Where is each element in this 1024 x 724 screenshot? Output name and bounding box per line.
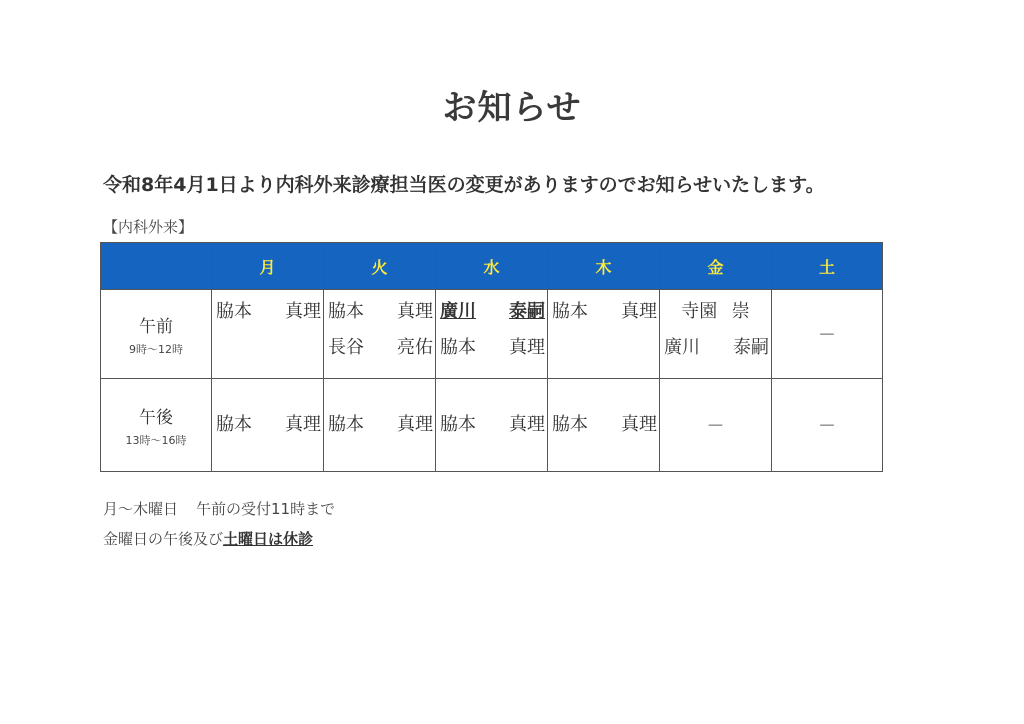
afternoon-hours: 13時～16時	[125, 433, 187, 447]
am-mon-cell	[212, 290, 324, 379]
pm-tue-cell	[324, 379, 436, 472]
doctor-name: 脇本 真理	[328, 301, 433, 322]
morning-hours: 9時～12時	[129, 342, 183, 356]
afternoon-label-cell	[101, 379, 212, 472]
pm-sat-cell: －	[772, 379, 883, 472]
afternoon-label: 午後	[139, 407, 173, 428]
header-thu: 木	[548, 243, 660, 290]
note-reception-time: 午前の受付11時まで	[196, 500, 336, 518]
doctor-name: 脇本 真理	[328, 414, 433, 435]
schedule-table	[100, 242, 883, 472]
pm-thu-cell	[548, 379, 660, 472]
afternoon-row	[101, 379, 883, 472]
closed-note	[103, 528, 313, 549]
header-corner	[101, 243, 212, 290]
am-tue-cell	[324, 290, 436, 379]
note-closed-emphasis: 土曜日は休診	[223, 530, 314, 548]
pm-mon-cell	[212, 379, 324, 472]
header-sat: 土	[772, 243, 883, 290]
section-label: 【内科外来】	[103, 218, 194, 236]
new-doctor-name: 廣川 泰嗣	[440, 301, 545, 322]
announcement-text: 令和8年4月1日より内科外来診療担当医の変更がありますのでお知らせいたします。	[103, 174, 825, 196]
header-fri: 金	[660, 243, 772, 290]
morning-row	[101, 290, 883, 379]
morning-label: 午前	[139, 316, 173, 337]
am-fri-cell	[660, 290, 772, 379]
doctor-name: 脇本 真理	[216, 414, 321, 435]
doctor-name: 脇本 真理	[552, 414, 657, 435]
doctor-name: 脇本 真理	[440, 414, 545, 435]
header-tue: 火	[324, 243, 436, 290]
morning-label-cell	[101, 290, 212, 379]
header-mon: 月	[212, 243, 324, 290]
am-thu-cell	[548, 290, 660, 379]
doctor-name: 脇本 真理	[440, 337, 545, 358]
pm-wed-cell	[436, 379, 548, 472]
doctor-name: 脇本 真理	[216, 301, 321, 322]
am-sat-cell: －	[772, 290, 883, 379]
page-title: お知らせ	[442, 88, 582, 128]
header-wed: 水	[436, 243, 548, 290]
doctor-name: 廣川 泰嗣	[664, 337, 769, 358]
doctor-name: 寺園 崇	[681, 301, 750, 322]
header-row	[101, 243, 883, 290]
am-wed-cell	[436, 290, 548, 379]
doctor-name: 長谷 亮佑	[328, 337, 433, 358]
note-closed-prefix: 金曜日の午後及び	[103, 530, 224, 548]
pm-fri-cell: －	[660, 379, 772, 472]
note-days: 月～木曜日	[103, 500, 179, 518]
reception-note	[103, 498, 335, 519]
doctor-name: 脇本 真理	[552, 301, 657, 322]
